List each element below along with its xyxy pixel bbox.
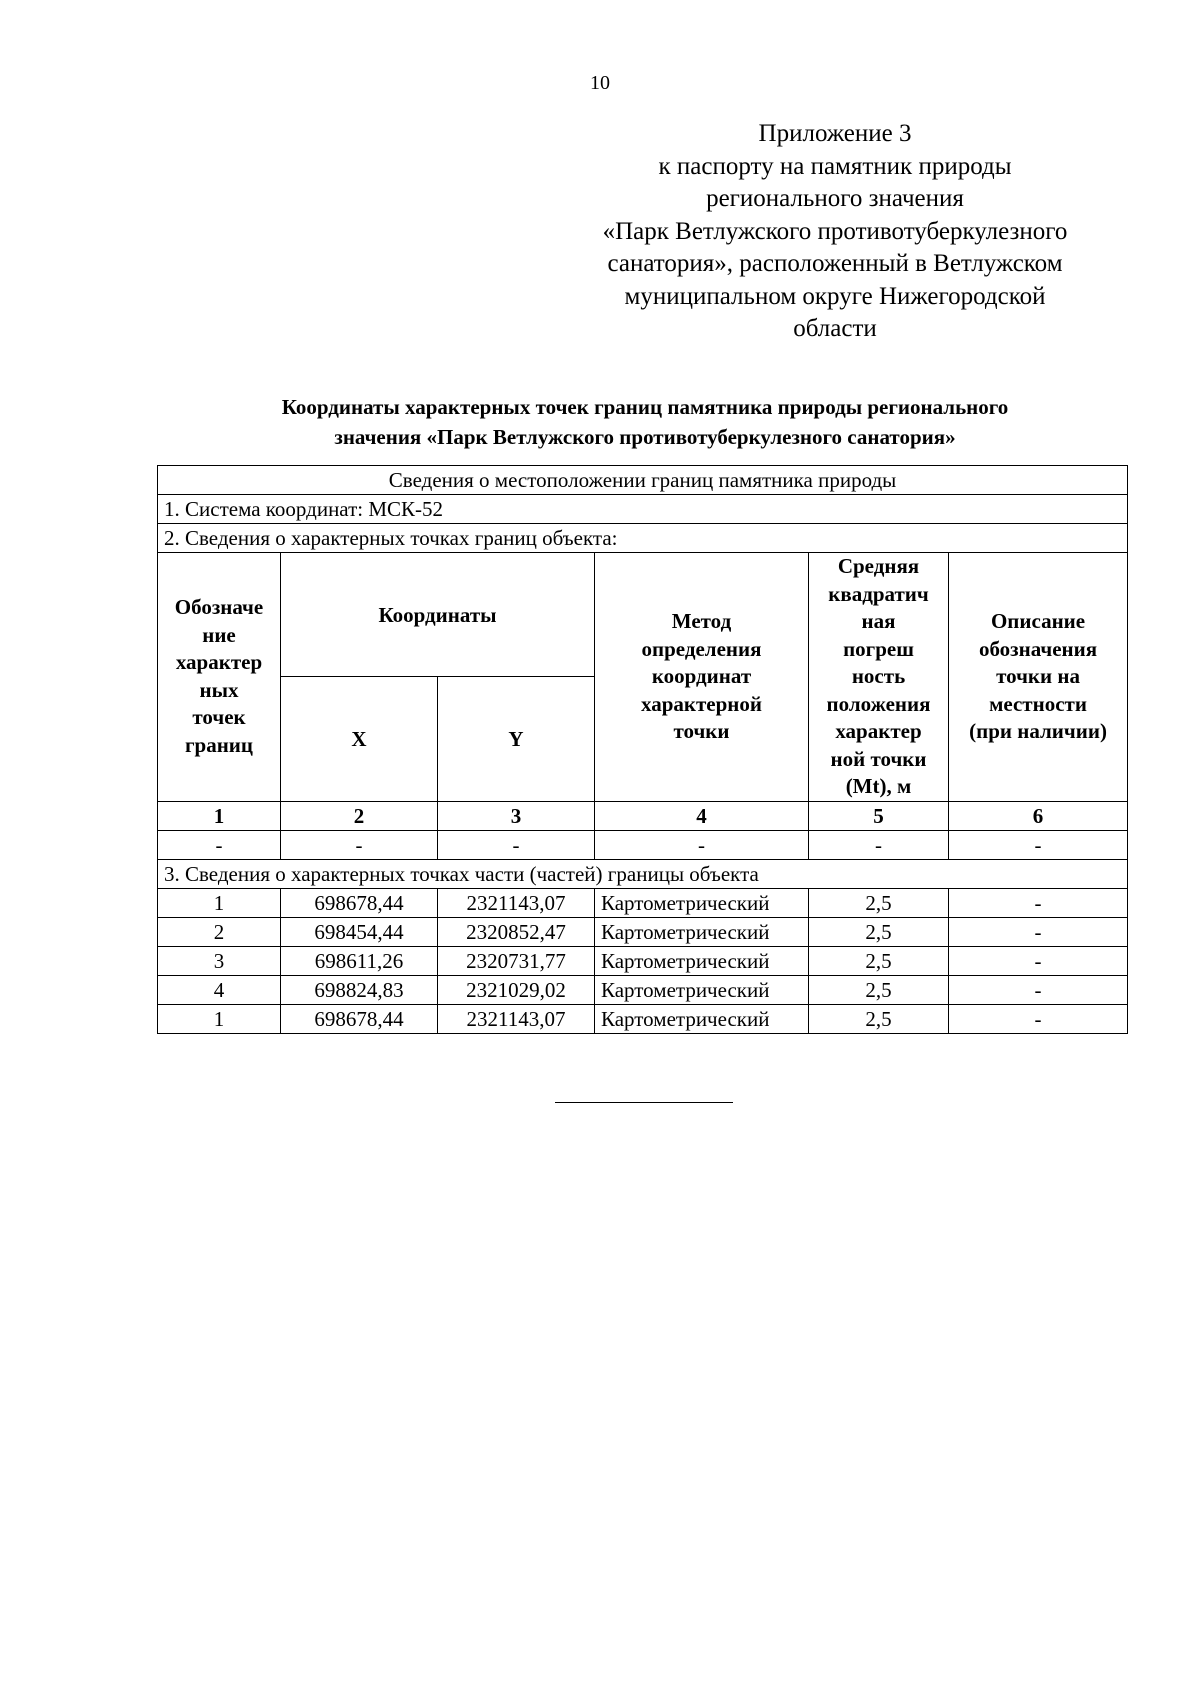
page-number: 10 — [590, 72, 610, 94]
column-number: 1 — [158, 801, 281, 830]
table-row — [158, 888, 1128, 917]
coordinates-table — [157, 465, 1128, 1034]
appendix-line: «Парк Ветлужского противотуберкулезного — [602, 217, 1068, 245]
section-row — [158, 495, 1128, 524]
footer-divider — [555, 1102, 733, 1103]
cell-point: 2 — [158, 917, 281, 946]
cell-error: 2,5 — [809, 888, 949, 917]
cell-method: Картометрический — [595, 975, 809, 1004]
column-number: 2 — [281, 801, 438, 830]
header-x: X — [281, 677, 438, 801]
cell-description: - — [949, 888, 1128, 917]
cell-description: - — [949, 946, 1128, 975]
table-caption-row — [158, 466, 1128, 495]
header-coordinates: Координаты — [281, 553, 595, 677]
cell-point: 4 — [158, 975, 281, 1004]
column-number: 3 — [438, 801, 595, 830]
table-row — [158, 1004, 1128, 1033]
section-part-boundary-points: 3. Сведения о характерных точках части (частей) границы объекта — [158, 859, 1128, 888]
empty-cell: - — [949, 830, 1128, 859]
cell-error: 2,5 — [809, 946, 949, 975]
cell-x: 698678,44 — [281, 888, 438, 917]
header-method: Метод определения координат характерной точки — [595, 553, 809, 802]
empty-cell: - — [158, 830, 281, 859]
section-boundary-points: 2. Сведения о характерных точках границ объекта: — [158, 524, 1128, 553]
empty-cell: - — [438, 830, 595, 859]
cell-error: 2,5 — [809, 1004, 949, 1033]
column-number: 6 — [949, 801, 1128, 830]
cell-y: 2320852,47 — [438, 917, 595, 946]
cell-y: 2320731,77 — [438, 946, 595, 975]
cell-x: 698678,44 — [281, 1004, 438, 1033]
table-row — [158, 917, 1128, 946]
cell-x: 698454,44 — [281, 917, 438, 946]
appendix-line: регионального значения — [706, 185, 964, 212]
table-row — [158, 946, 1128, 975]
cell-description: - — [949, 1004, 1128, 1033]
cell-method: Картометрический — [595, 946, 809, 975]
appendix-line: санатория», расположенный в Ветлужском — [607, 250, 1063, 277]
cell-description: - — [949, 917, 1128, 946]
section-coordinate-system: 1. Система координат: МСК-52 — [158, 495, 1128, 524]
header-row — [158, 553, 1128, 677]
empty-cell: - — [809, 830, 949, 859]
cell-point: 3 — [158, 946, 281, 975]
column-number-row — [158, 801, 1128, 830]
section-row — [158, 524, 1128, 553]
cell-method: Картометрический — [595, 917, 809, 946]
title-line: Координаты характерных точек границ памятника природы регионального — [281, 395, 1009, 419]
table-row — [158, 975, 1128, 1004]
cell-method: Картометрический — [595, 888, 809, 917]
empty-cell: - — [595, 830, 809, 859]
empty-cell: - — [281, 830, 438, 859]
header-error: Средняя квадратич ная погреш ность положения характер ной точки (Mt), м — [809, 553, 949, 802]
cell-point: 1 — [158, 1004, 281, 1033]
header-description: Описание обозначения точки на местности (при наличии) — [949, 553, 1128, 802]
header-designation: Обозначе ние характер ных точек границ — [158, 553, 281, 802]
empty-row — [158, 830, 1128, 859]
cell-method: Картометрический — [595, 1004, 809, 1033]
header-y: Y — [438, 677, 595, 801]
appendix-line: области — [793, 315, 877, 342]
cell-error: 2,5 — [809, 975, 949, 1004]
column-number: 5 — [809, 801, 949, 830]
appendix-line: муниципальном округе Нижегородской — [624, 282, 1046, 310]
appendix-line: к паспорту на памятник природы — [658, 152, 1012, 180]
table-caption: Сведения о местоположении границ памятника природы — [158, 466, 1128, 495]
appendix-header — [570, 118, 1100, 346]
cell-y: 2321143,07 — [438, 888, 595, 917]
cell-point: 1 — [158, 888, 281, 917]
section-row — [158, 859, 1128, 888]
title-line: значения «Парк Ветлужского противотуберкулезного санатория» — [334, 425, 956, 449]
cell-y: 2321143,07 — [438, 1004, 595, 1033]
cell-y: 2321029,02 — [438, 975, 595, 1004]
appendix-line: Приложение 3 — [758, 120, 912, 147]
column-number: 4 — [595, 801, 809, 830]
cell-x: 698611,26 — [281, 946, 438, 975]
cell-x: 698824,83 — [281, 975, 438, 1004]
document-title — [150, 392, 1140, 452]
cell-error: 2,5 — [809, 917, 949, 946]
cell-description: - — [949, 975, 1128, 1004]
